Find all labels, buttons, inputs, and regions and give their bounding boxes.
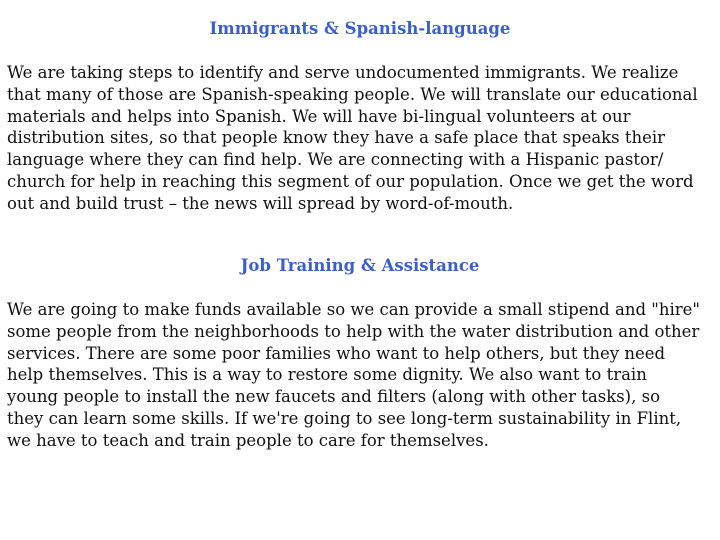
paragraph-line: We are taking steps to identify and serve undocumented immigrants. We realize xyxy=(7,63,679,82)
paragraph-line: help themselves. This is a way to restore some dignity. We also want to train xyxy=(7,365,647,385)
section-paragraph-job-training xyxy=(7,299,715,452)
paragraph-line: church for help in reaching this segment of our population. Once we get the word xyxy=(7,171,694,191)
paragraph-line: that many of those are Spanish-speaking people. We will translate our educational xyxy=(7,84,698,104)
paragraph-line: young people to install the new faucets and filters (along with other tasks), so xyxy=(7,387,661,407)
paragraph-line: they can learn some skills. If we're going to see long-term sustainability in Flint, xyxy=(7,408,682,428)
paragraph-line: services. There are some poor families who want to help others, but they need xyxy=(7,343,666,363)
section-heading-immigrants: Immigrants & Spanish-language xyxy=(209,19,511,38)
paragraph-line: materials and helps into Spanish. We will have bi-lingual volunteers at our xyxy=(7,106,631,126)
paragraph-line: we have to teach and train people to care for themselves. xyxy=(7,430,489,450)
section-paragraph-immigrants xyxy=(7,62,715,215)
section-heading-job-training: Job Training & Assistance xyxy=(240,256,480,275)
paragraph-line: language where they can find help. We are connecting with a Hispanic pastor/ xyxy=(7,150,664,170)
paragraph-line: some people from the neighborhoods to help with the water distribution and other xyxy=(7,321,700,341)
paragraph-line: out and build trust – the news will spread by word-of-mouth. xyxy=(7,193,514,213)
paragraph-line: distribution sites, so that people know they have a safe place that speaks their xyxy=(7,128,666,148)
paragraph-line: We are going to make funds available so we can provide a small stipend and "hire" xyxy=(7,300,700,319)
